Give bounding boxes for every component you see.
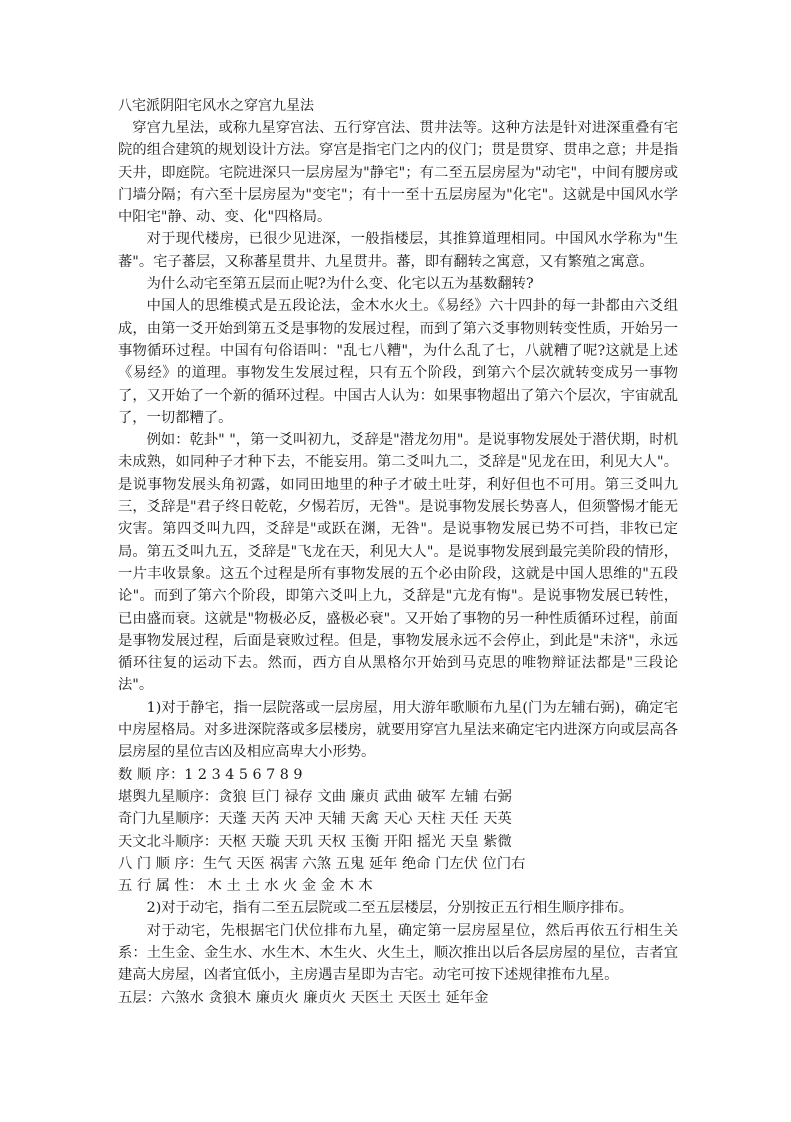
table-row — [118, 764, 678, 786]
table-row — [118, 786, 678, 808]
paragraph-intro: 穿宫九星法，或称九星穿宫法、五行穿宫法、贯井法等。这种方法是针对进深重叠有宅院的组合建筑的规划设计方法。穿宫是指宅门之内的仪门；贯是贯穿、贯串之意；井是指天井，即庭院。宅院进深只一层房屋为"静宅"；有二至五层房屋为"动宅"，中间有腰房或门墙分隔；有六至十层房屋为"变宅"；有十一至十五层房屋为"化宅"。这就是中国风水学中阳宅"静、动、变、化"四格局。 — [118, 120, 678, 226]
row-label: 八 门 顺 序： — [118, 855, 204, 872]
row-label: 五 行 属 性： — [118, 878, 204, 895]
paragraph-modern-buildings: 对于现代楼房，已很少见进深，一般指楼层，其推算道理相同。中国风水学称为"生蕃"。宅子蕃层，又称蕃星贯井、九星贯井。蕃，即有翻转之寓意，又有繁殖之寓意。 — [118, 231, 678, 270]
star-order-table — [118, 764, 678, 898]
row-value: 天枢 天璇 天玑 天权 玉衡 开阳 摇光 天皇 紫微 — [218, 833, 512, 850]
table-row — [118, 853, 678, 875]
fifth-floor-line: 五层：六煞水 贪狼木 廉贞火 廉贞火 天医土 天医土 延年金 — [118, 989, 489, 1006]
paragraph-question: 为什么动宅至第五层而止呢?为什么变、化宅以五为基数翻转? — [146, 276, 534, 293]
table-row — [118, 875, 678, 897]
paragraph-dynamic-house: 2)对于动宅，指有二至五层院或二至五层楼层，分别按正五行相生顺序排布。 — [146, 900, 634, 917]
row-label: 数 顺 序： — [118, 766, 185, 783]
row-label: 天文北斗顺序： — [118, 833, 219, 850]
table-row — [118, 808, 678, 830]
paragraph-qian-hexagram: 例如：乾卦" "，第一爻叫初九，爻辞是"潜龙勿用"。是说事物发展处于潜伏期，时机未成熟，如同种子才种下去，不能妄用。第二爻叫九二，爻辞是"见龙在田，利见大人"。是说事物发展头角初露，如同田地里的种子才破土吐芽，利好但也不可用。第三爻叫九三，爻辞是"君子终日乾乾，夕惕若厉，无咎"。是说事物发展长势喜人，但须警惕才能无灾害。第四爻叫九四，爻辞是"或跃在渊，无咎"。是说事物发展已势不可挡，非牧已定局。第五爻叫九五，爻辞是"飞龙在天，利见大人"。是说事物发展到最完美阶段的情形，一片丰收景象。这五个过程是所有事物发展的五个必由阶段，这就是中国人思维的"五段论"。而到了第六个阶段，即第六爻叫上九，爻辞是"亢龙有悔"。是说事物发展已转性，已由盛而衰。这就是"物极必反，盛极必衰"。又开始了事物的另一种性质循环过程，前面是事物发展过程，后面是衰败过程。但是，事物发展永远不会停止，到此是"未济"，永远循环往复的运动下去。然而，西方自从黑格尔开始到马克思的唯物辩证法都是"三段论法"。 — [118, 432, 678, 694]
paragraph-dynamic-house-method: 对于动宅，先根据宅门伏位排布九星，确定第一层房屋星位，然后再依五行相生关系：土生金、金生水、水生木、木生火、火生土，顺次推出以后各层房屋的星位，吉者宜建高大房屋，凶者宜低小，主房遇吉星即为吉宅。动宅可按下述规律推布九星。 — [118, 922, 678, 984]
document-page — [118, 96, 678, 1009]
table-row — [118, 831, 678, 853]
document-title: 八宅派阴阳宅风水之穿宫九星法 — [118, 98, 314, 114]
row-value: 天蓬 天芮 天冲 天辅 天禽 天心 天柱 天任 天英 — [218, 811, 512, 828]
row-value: 生气 天医 祸害 六煞 五鬼 延年 绝命 门左伏 位门右 — [203, 855, 526, 872]
row-value: 木 土 土 水 火 金 金 木 木 — [203, 878, 373, 895]
paragraph-static-house: 1)对于静宅，指一层院落或一层房屋，用大游年歌顺布九星(门为左辅右弼)，确定宅中房屋格局。对多进深院落或多层楼房，就要用穿宫九星法来确定宅内进深方向或层高各层房屋的星位吉凶及相应高卑大小形势。 — [118, 699, 678, 761]
row-value: 贪狼 巨门 禄存 文曲 廉贞 武曲 破军 左辅 右弼 — [218, 788, 512, 805]
paragraph-five-stage-theory: 中国人的思维模式是五段论法，金木水火土。《易经》六十四卦的每一卦都由六爻组成，由第一爻开始到第五爻是事物的发展过程，而到了第六爻事物则转变性质，开始另一事物循环过程。中国有句俗语叫："乱七八糟"，为什么乱了七，八就糟了呢?这就是上述《易经》的道理。事物发生发展过程，只有五个阶段，到第六个层次就转变成另一事物了，又开始了一个新的循环过程。中国古人认为：如果事物超出了第六个层次，宇宙就乱了，一切都糟了。 — [118, 298, 678, 426]
row-label: 堪舆九星顺序： — [118, 788, 219, 805]
row-value: 1 2 3 4 5 6 7 8 9 — [184, 766, 303, 783]
row-label: 奇门九星顺序： — [118, 811, 219, 828]
